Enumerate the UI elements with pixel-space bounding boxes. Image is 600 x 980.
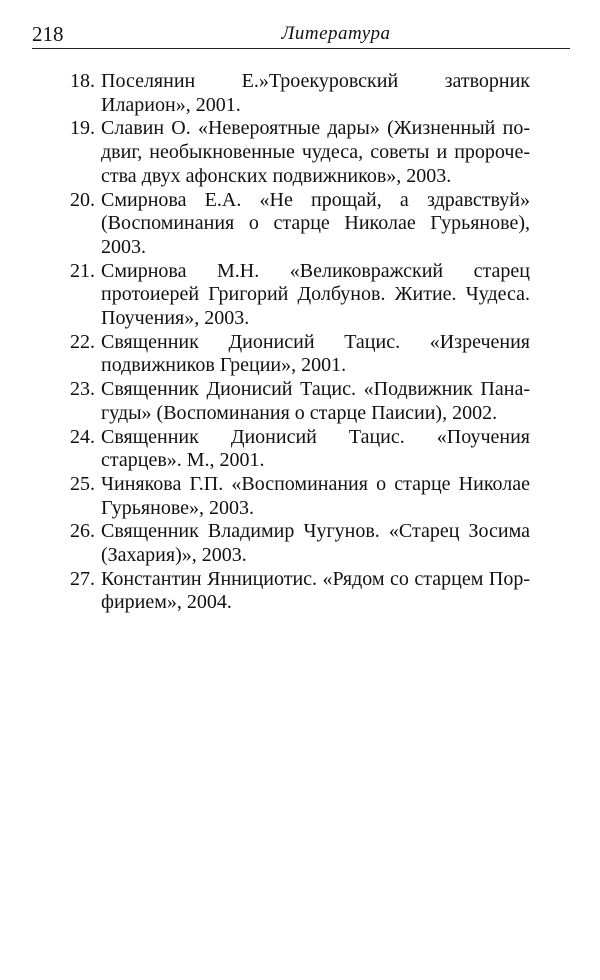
reference-text: Священник Дионисий Тацис. «Поучения старцев». М., 2001. bbox=[101, 425, 530, 472]
reference-number: 19. bbox=[70, 117, 95, 140]
reference-item bbox=[70, 189, 530, 260]
reference-number: 24. bbox=[70, 425, 95, 448]
reference-text: Смирнова М.Н. «Великовражский старец протоиерей Григорий Долбунов. Житие. Чудеса. Поучения», 2003. bbox=[101, 259, 530, 330]
reference-number: 25. bbox=[70, 472, 95, 495]
reference-item bbox=[70, 331, 530, 378]
reference-number: 20. bbox=[70, 188, 95, 211]
reference-item bbox=[70, 70, 530, 117]
reference-item bbox=[70, 260, 530, 331]
reference-text: Священник Дионисий Тацис. «Изречения подвижников Греции», 2001. bbox=[101, 330, 530, 377]
reference-text: Священник Владимир Чугунов. «Старец Зосима (Захария)», 2003. bbox=[101, 520, 530, 567]
reference-number: 23. bbox=[70, 378, 95, 401]
reference-item bbox=[70, 378, 530, 425]
reference-text: Смирнова Е.А. «Не прощай, а здравствуй» (Воспоминания о старце Николае Гурьянове), 2003. bbox=[101, 188, 530, 258]
reference-item bbox=[70, 568, 530, 615]
reference-item bbox=[70, 117, 530, 188]
reference-number: 21. bbox=[70, 259, 95, 282]
reference-list bbox=[70, 70, 530, 615]
reference-text: Константин Яннициотис. «Рядом со старцем Порфирием», 2004. bbox=[101, 567, 530, 614]
reference-text: Поселянин Е.»Троекуровский затворник Иларион», 2001. bbox=[101, 70, 530, 116]
reference-number: 27. bbox=[70, 567, 95, 590]
reference-item bbox=[70, 473, 530, 520]
reference-text: Славин О. «Невероятные дары» (Жизненный подвиг, необыкновенные чудеса, советы и пророчества двух афонских подвижников», 2003. bbox=[101, 117, 530, 187]
reference-item bbox=[70, 520, 530, 567]
reference-text: Чинякова Г.П. «Воспоминания о старце Николае Гурьянове», 2003. bbox=[101, 472, 530, 519]
reference-item bbox=[70, 426, 530, 473]
reference-number: 26. bbox=[70, 520, 95, 543]
reference-number: 22. bbox=[70, 330, 95, 353]
reference-number: 18. bbox=[70, 70, 95, 92]
reference-text: Священник Дионисий Тацис. «Подвижник Панагуды» (Воспоминания о старце Паисии), 2002. bbox=[101, 378, 530, 424]
section-title: Литература bbox=[281, 23, 391, 44]
running-head bbox=[32, 22, 570, 49]
page-number: 218 bbox=[32, 22, 64, 46]
